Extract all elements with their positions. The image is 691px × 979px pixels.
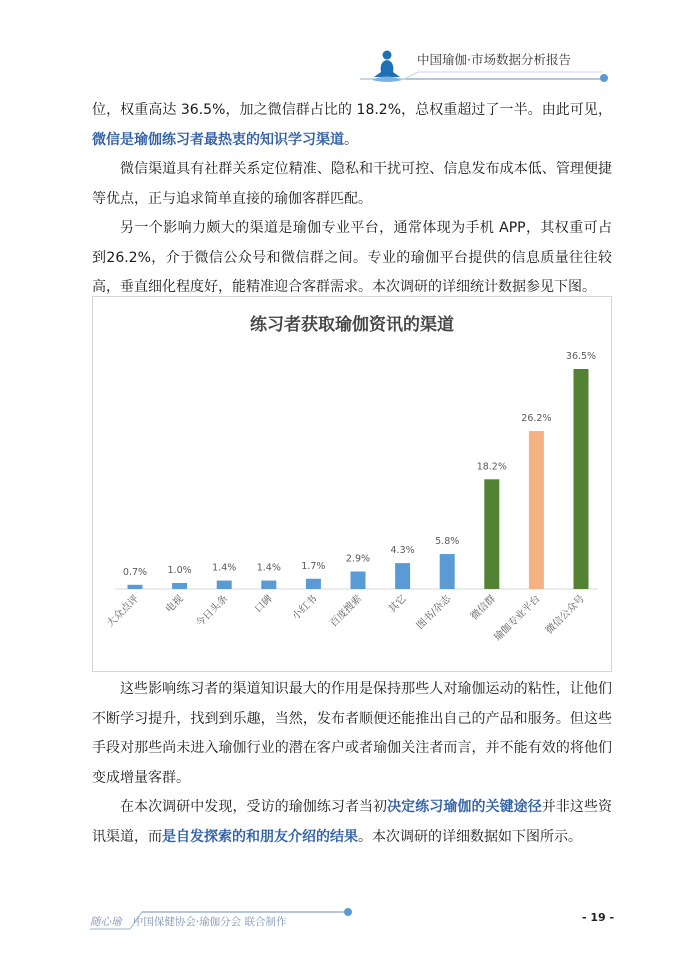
paragraph: 另一个影响力颇大的渠道是瑜伽专业平台，通常体现为手机 APP，其权重可占到26.2%，介于微信公众号和微信群之间。专业的瑜伽平台提供的信息质量往往较高，垂直细化程度好，能精准迎合客群需求。本次调研的详细统计数据参见下图。	[92, 220, 612, 295]
data-label: 4.3%	[390, 545, 415, 557]
header-decoration	[0, 0, 691, 95]
bar	[172, 583, 187, 589]
page-number: - 19 -	[582, 911, 615, 924]
bar	[351, 572, 366, 589]
category-label: 微信公众号	[543, 593, 588, 637]
data-label: 1.4%	[256, 562, 281, 574]
highlight-text: 微信是瑜伽练习者最热衷的知识学习渠道	[92, 131, 344, 148]
bar	[395, 563, 410, 589]
data-label: 1.0%	[167, 564, 192, 576]
bar-chart	[93, 297, 611, 671]
bar	[217, 581, 232, 589]
body-text-lower	[92, 675, 612, 852]
chart-container	[92, 296, 612, 672]
chart-title: 练习者获取瑜伽资讯的渠道	[250, 315, 454, 335]
bar	[529, 431, 544, 589]
data-label: 18.2%	[476, 461, 507, 473]
yoga-logo-icon	[368, 47, 406, 85]
body-text-upper	[92, 96, 612, 303]
category-label: 其它	[386, 593, 409, 616]
paragraph: 微信渠道具有社群关系定位精准、隐私和干扰可控、信息发布成本低、管理便捷等优点，正与追求简单直接的瑜伽客群匹配。	[92, 161, 612, 207]
highlight-text: 是自发探索的和朋友介绍的结果	[162, 828, 358, 845]
data-label: 2.9%	[345, 553, 371, 565]
category-label: 今日头条	[194, 593, 231, 630]
page-header	[0, 0, 691, 95]
paragraph-text: 并非这些资讯渠道，而	[92, 799, 613, 845]
category-label: 百度搜索	[328, 593, 365, 630]
header-title: 中国瑜伽·市场数据分析报告	[417, 52, 571, 67]
paragraph-text: 。本次调研的详细数据如下图所示。	[358, 828, 582, 845]
paragraph	[92, 96, 612, 155]
data-label: 1.7%	[301, 560, 326, 572]
footer-brand: 随心瑜	[90, 916, 122, 928]
paragraph-text: 。	[344, 131, 358, 148]
category-label: 大众点评	[105, 593, 142, 630]
paragraph-text: 位，权重高达 36.5%，加之微信群占比的 18.2%，总权重超过了一半。由此可见，	[92, 102, 612, 118]
data-label: 1.4%	[212, 562, 237, 574]
data-label: 26.2%	[521, 413, 552, 425]
data-label: 36.5%	[565, 351, 597, 362]
footer-org: 中国保健协会·瑜伽分会 联合制作	[132, 916, 287, 928]
footer-text	[90, 914, 287, 929]
bar	[440, 554, 455, 589]
highlight-text: 决定练习瑜伽的关键途径	[387, 799, 542, 815]
category-label: 小红书	[290, 593, 320, 623]
category-label: 口碑	[253, 593, 275, 616]
category-label: 瑜伽专业平台	[492, 593, 543, 644]
category-label: 电视	[163, 593, 186, 616]
category-label: 图书/杂志	[414, 593, 454, 632]
data-label: 5.8%	[435, 536, 460, 548]
paragraph	[92, 793, 612, 852]
bar	[574, 369, 589, 589]
bar	[261, 581, 276, 589]
category-label: 微信群	[468, 593, 498, 623]
bar	[306, 579, 321, 589]
paragraph: 这些影响练习者的渠道知识最大的作用是保持那些人对瑜伽运动的粘性，让他们不断学习提升，找到到乐趣，当然，发布者顺便还能推出自己的产品和服务。但这些手段对那些尚未进入瑜伽行业的潜在客户或者瑜伽关注者而言，并不能有效的将他们变成增量客群。	[92, 681, 612, 786]
paragraph-text: 在本次调研中发现，受访的瑜伽练习者当初	[120, 799, 388, 815]
bar	[128, 585, 143, 589]
bar	[484, 479, 499, 589]
data-label: 0.7%	[122, 566, 148, 578]
